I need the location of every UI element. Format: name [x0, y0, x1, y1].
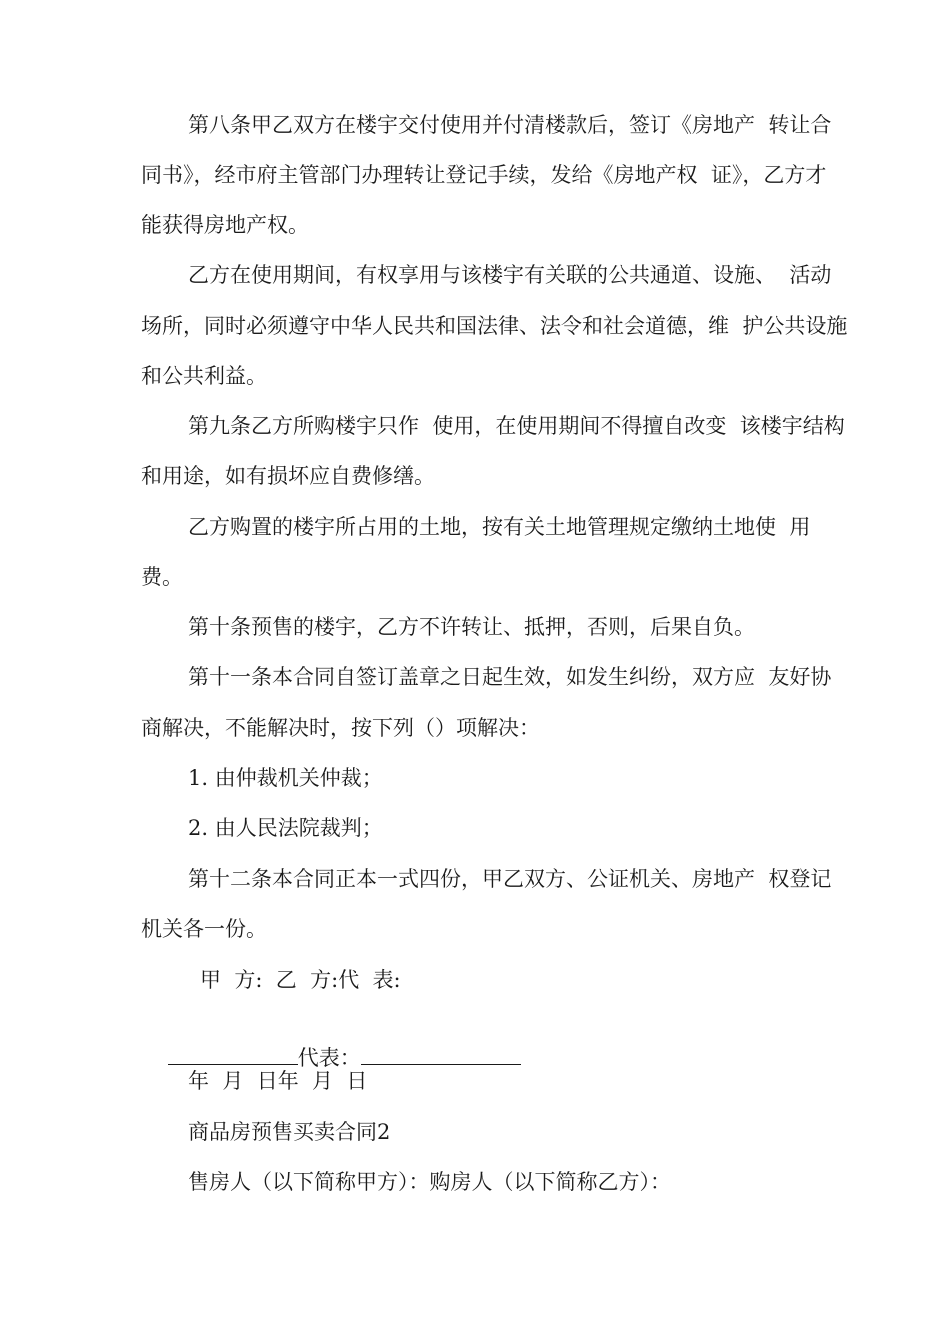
- date-line: 年 月 日年 月 日: [188, 1069, 368, 1093]
- parties-line: 售房人（以下简称甲方）：购房人（以下简称乙方）：: [188, 1170, 671, 1194]
- text-line: 和用途，如有损坏应自费修缮。: [141, 464, 435, 488]
- representative-label: 代表：: [297, 1046, 361, 1070]
- text-line: 第十条预售的楼宇，乙方不许转让、抵押，否则，后果自负。: [188, 615, 755, 639]
- signature-blank: [168, 1044, 298, 1065]
- text-line: 同书》，经市府主管部门办理转让登记手续，发给《房地产权 证》，乙方才: [141, 163, 827, 187]
- text-line: 第十一条本合同自签订盖章之日起生效，如发生纠纷，双方应 友好协: [188, 665, 832, 689]
- text-line: 费。: [141, 565, 183, 589]
- text-line: 商解决，不能解决时，按下列（）项解决：: [141, 716, 540, 740]
- text-line: 机关各一份。: [141, 917, 267, 941]
- list-item: 2. 由人民法院裁判；: [188, 816, 383, 840]
- text-line: 第九条乙方所购楼宇只作 使用，在使用期间不得擅自改变 该楼宇结构: [188, 414, 845, 438]
- text-line: 乙方在使用期间，有权享用与该楼宇有关联的公共通道、设施、 活动: [188, 263, 832, 287]
- text-line: 和公共利益。: [141, 364, 267, 388]
- text-line: 乙方购置的楼宇所占用的土地，按有关土地管理规定缴纳土地使 用: [188, 515, 811, 539]
- representative-blank: [361, 1044, 521, 1065]
- text-line: 场所，同时必须遵守中华人民共和国法律、法令和社会道德，维 护公共设施: [141, 314, 848, 338]
- text-line: 第八条甲乙双方在楼宇交付使用并付清楼款后，签订《房地产 转让合: [188, 113, 832, 137]
- text-line: 能获得房地产权。: [141, 213, 309, 237]
- signature-header: 甲 方: 乙 方:代 表:: [200, 968, 401, 992]
- signature-line: [141, 1016, 521, 1070]
- list-item: 1. 由仲裁机关仲裁；: [188, 766, 383, 790]
- contract-title: 商品房预售买卖合同2: [188, 1120, 391, 1144]
- text-line: 第十二条本合同正本一式四份，甲乙双方、公证机关、房地产 权登记: [188, 867, 832, 891]
